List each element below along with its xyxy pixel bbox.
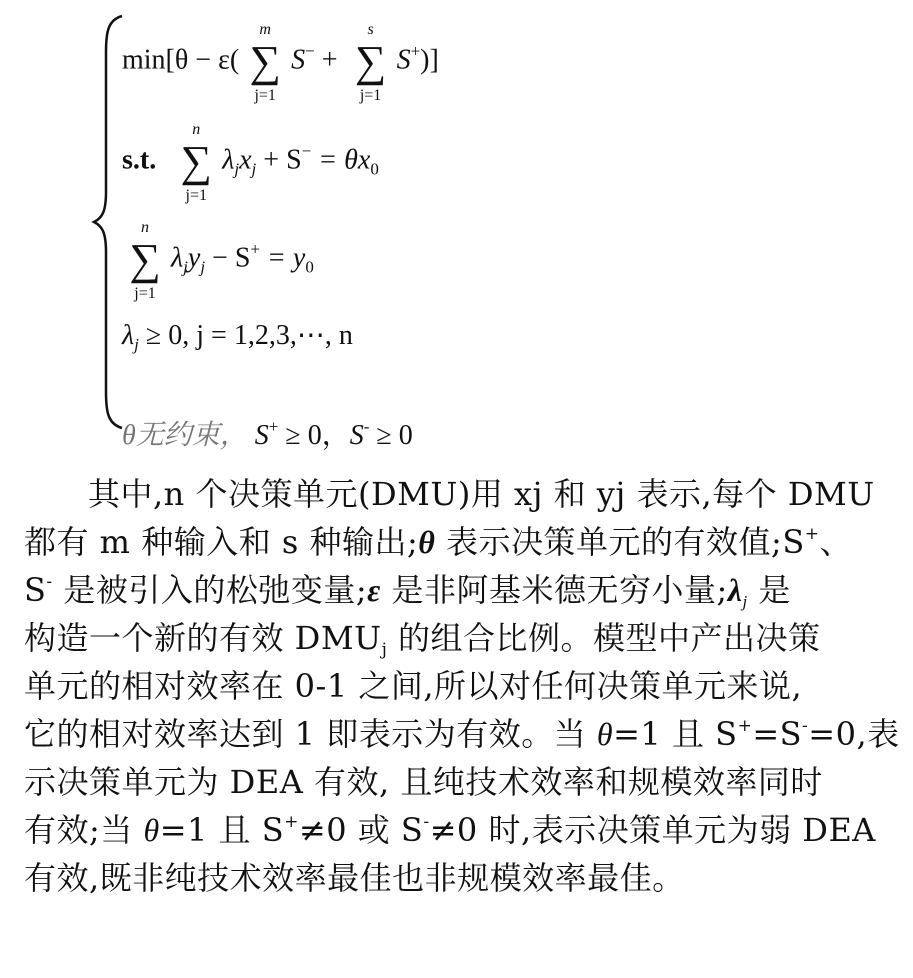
constraint-output-line: n ∑ j=1 $\lambda_jy_j - S^+ = y_0$ bbox=[122, 238, 314, 282]
sum-symbol: m ∑ j=1 bbox=[249, 21, 281, 104]
sum-symbol: s ∑ j=1 bbox=[354, 21, 387, 104]
text-line: 它的相对效率达到 1 即表示为有效。当 θ=1 且 S+=S-=0,表 bbox=[24, 715, 900, 753]
text-line: 构造一个新的有效 $DMU_j$ 的组合比例。模型中产出决策 bbox=[24, 619, 821, 660]
objective-line: min[θ − ε( m ∑ j=1 S− + s ∑ j=1 S+)] bbox=[122, 21, 439, 104]
sum-symbol: n ∑ j=1 bbox=[180, 121, 212, 204]
lambda-constraint-line: $\lambda_j \ge 0$, j = 1,2,3,⋯, n bbox=[122, 320, 353, 354]
body-paragraph bbox=[24, 470, 900, 902]
text-line: 单元的相对效率在 0-1 之间,所以对任何决策单元来说, bbox=[24, 667, 803, 705]
sum-symbol: n ∑ j=1 bbox=[129, 219, 161, 302]
text-line: 有效;当 θ=1 且 S+≠0 或 S-≠0 时,表示决策单元为弱 DEA bbox=[24, 811, 876, 849]
constraint-input-line: s.t. n ∑ j=1 $\lambda_jx_j + S^- = \theta x_0$ bbox=[122, 121, 379, 204]
objective-prefix: min[θ − ε( bbox=[122, 44, 240, 76]
left-brace bbox=[90, 12, 126, 432]
text-line: 有效,既非纯技术效率最佳也非规模效率最佳。 bbox=[24, 859, 685, 897]
subject-to-label: s.t. bbox=[122, 144, 157, 176]
slack-constraint-line: θ无约束， S+ ≥ 0，S- ≥ 0 bbox=[122, 417, 413, 451]
text-line: 示决策单元为 DEA 有效, 且纯技术效率和规模效率同时 bbox=[24, 763, 823, 801]
text-line: 其中,n 个决策单元(DMU)用 xj 和 yj 表示,每个 DMU bbox=[88, 475, 875, 513]
text-line: 都有 m 种输入和 s 种输出;θ 表示决策单元的有效值;S+、 bbox=[24, 523, 853, 561]
text-line: S- 是被引入的松弛变量;ε 是非阿基米德无穷小量$;\lambda_j$ 是 bbox=[24, 571, 791, 611]
formula-block bbox=[0, 0, 913, 450]
